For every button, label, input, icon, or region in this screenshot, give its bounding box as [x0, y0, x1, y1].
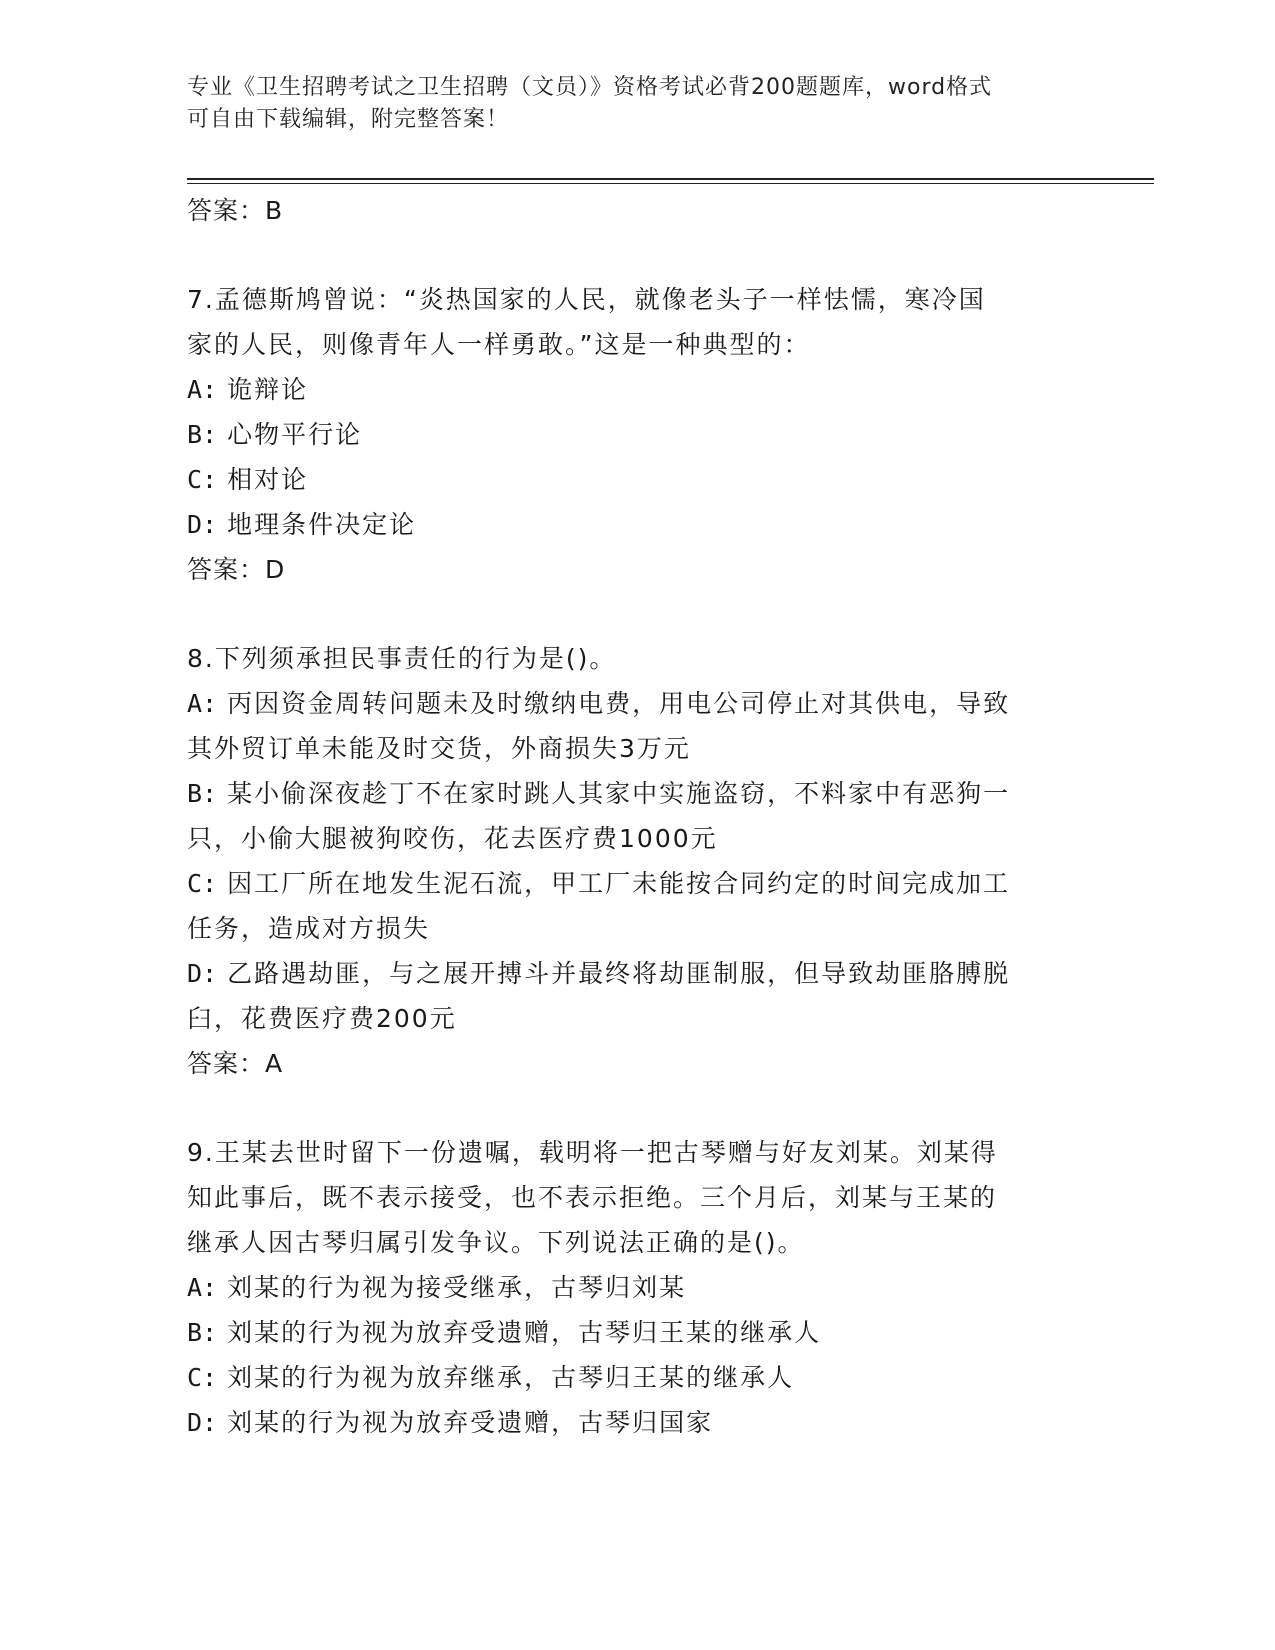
question-8-option-a: [187, 681, 1087, 726]
question-8-option-c: [187, 861, 1087, 906]
option-text: 相对论: [227, 465, 309, 494]
option-letter: B:: [187, 1318, 218, 1347]
header-rule-thin: [187, 183, 1154, 184]
option-text: 刘某的行为视为放弃受遗赠，古琴归国家: [227, 1408, 714, 1437]
option-letter: D:: [187, 959, 218, 988]
option-text: 心物平行论: [227, 420, 363, 449]
option-letter: D:: [187, 510, 218, 539]
question-7-line-2: 家的人民，则像青年人一样勇敢。”这是一种典型的：: [187, 330, 811, 359]
question-9-option-b: [187, 1310, 1087, 1355]
question-8-option-b-cont: 只，小偷大腿被狗咬伤，花去医疗费1000元: [187, 824, 718, 853]
question-9-option-a: [187, 1265, 1087, 1310]
document-content: [187, 188, 1087, 1445]
question-8-option-b: [187, 771, 1087, 816]
question-8: [187, 636, 1087, 1086]
option-text: 刘某的行为视为放弃继承，古琴归王某的继承人: [227, 1363, 795, 1392]
option-text: 地理条件决定论: [227, 510, 417, 539]
option-text: 刘某的行为视为放弃受遗赠，古琴归王某的继承人: [227, 1318, 822, 1347]
question-7-answer: 答案：D: [187, 555, 286, 584]
option-text: 乙路遇劫匪，与之展开搏斗并最终将劫匪制服，但导致劫匪胳膊脱: [227, 959, 1011, 988]
option-letter: A:: [187, 375, 218, 404]
option-text: 丙因资金周转问题未及时缴纳电费，用电公司停止对其供电，导致: [227, 689, 1011, 718]
question-7: [187, 277, 1087, 592]
option-letter: C:: [187, 1363, 218, 1392]
option-text: 诡辩论: [227, 375, 309, 404]
option-letter: A:: [187, 689, 218, 718]
option-text: 因工厂所在地发生泥石流，甲工厂未能按合同约定的时间完成加工: [227, 869, 1011, 898]
question-8-answer: 答案：A: [187, 1049, 284, 1078]
header-line-1: 专业《卫生招聘考试之卫生招聘（文员）》资格考试必背200题题库，word格式: [187, 75, 993, 100]
option-letter: A:: [187, 1273, 218, 1302]
question-8-option-d-cont: 臼，花费医疗费200元: [187, 1004, 457, 1033]
option-text: 刘某的行为视为接受继承，古琴归刘某: [227, 1273, 687, 1302]
header-line-2: 可自由下载编辑，附完整答案！: [187, 107, 510, 132]
question-8-option-d: [187, 951, 1087, 996]
header-rule-thick: [187, 178, 1154, 180]
question-7-option-b: [187, 412, 1087, 457]
option-letter: D:: [187, 1408, 218, 1437]
question-9-option-c: [187, 1355, 1087, 1400]
option-letter: B:: [187, 420, 218, 449]
question-9-line-1: 9.王某去世时留下一份遗嘱，载明将一把古琴赠与好友刘某。刘某得: [187, 1138, 998, 1167]
spacer: [187, 1086, 1087, 1130]
option-letter: C:: [187, 869, 218, 898]
question-9: [187, 1130, 1087, 1445]
question-7-line-1: 7.孟德斯鸠曾说：“炎热国家的人民，就像老头子一样怯懦，寒冷国: [187, 285, 986, 314]
question-8-line-1: 8.下列须承担民事责任的行为是()。: [187, 644, 617, 673]
question-8-option-c-cont: 任务，造成对方损失: [187, 914, 431, 943]
question-7-option-c: [187, 457, 1087, 502]
previous-answer: 答案：B: [187, 196, 284, 225]
question-9-line-2: 知此事后，既不表示接受，也不表示拒绝。三个月后，刘某与王某的: [187, 1183, 998, 1212]
question-9-option-d: [187, 1400, 1087, 1445]
spacer: [187, 592, 1087, 636]
option-letter: C:: [187, 465, 218, 494]
option-text: 某小偷深夜趁丁不在家时跳人其家中实施盗窃，不料家中有恶狗一: [227, 779, 1011, 808]
question-7-option-a: [187, 367, 1087, 412]
page-header: [187, 72, 1067, 136]
option-letter: B:: [187, 779, 218, 808]
question-7-option-d: [187, 502, 1087, 547]
question-8-option-a-cont: 其外贸订单未能及时交货，外商损失3万元: [187, 734, 691, 763]
question-9-line-3: 继承人因古琴归属引发争议。下列说法正确的是()。: [187, 1228, 805, 1257]
spacer: [187, 233, 1087, 277]
